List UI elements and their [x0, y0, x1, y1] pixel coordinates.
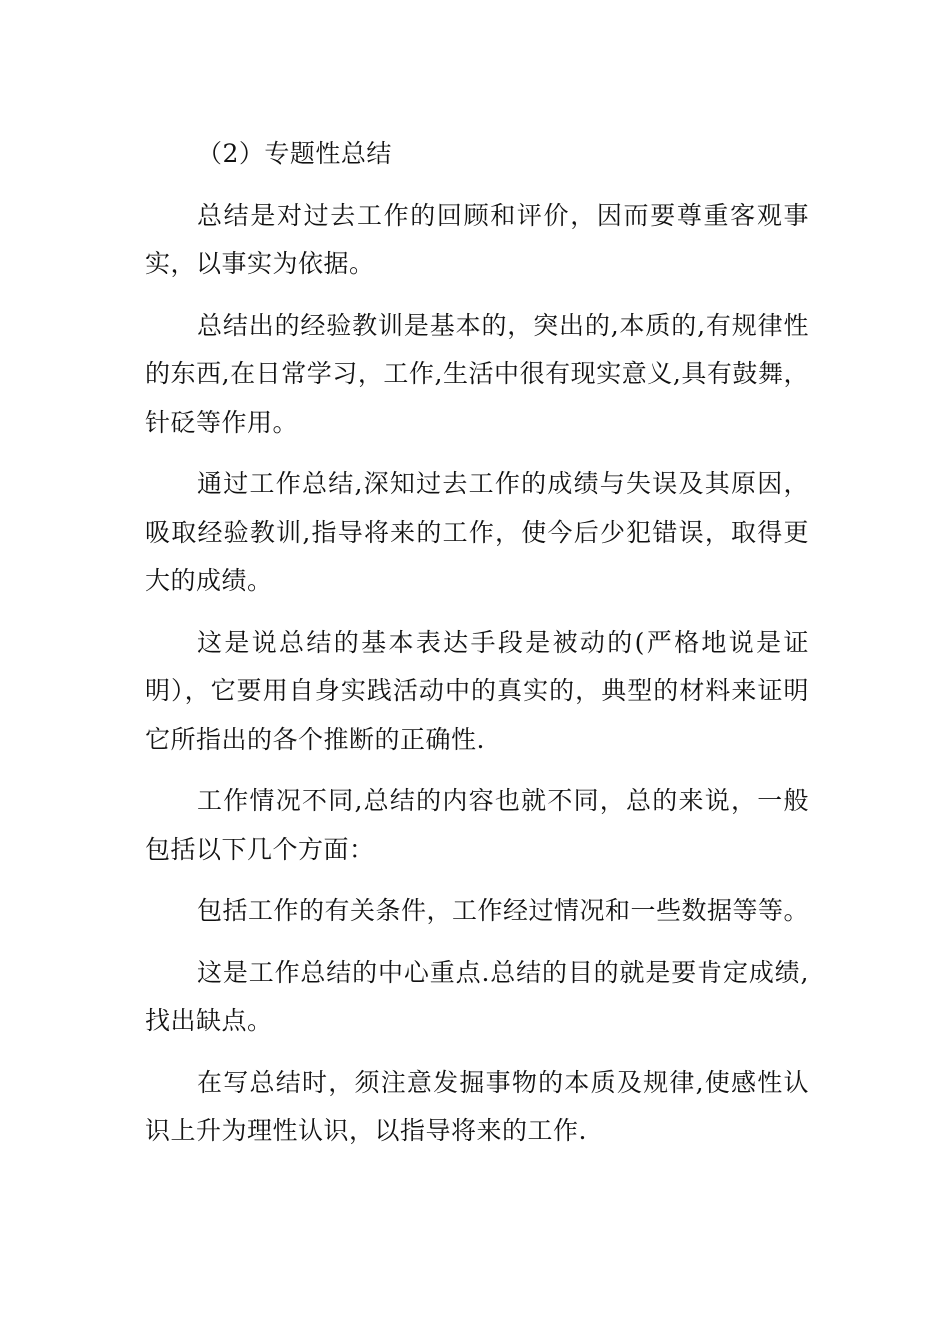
paragraph-8: 在写总结时，须注意发掘事物的本质及规律,使感性认识上升为理性认识，以指导将来的工作. — [145, 1067, 809, 1145]
paragraph-3: 通过工作总结,深知过去工作的成绩与失误及其原因，吸取经验教训,指导将来的工作，使今后少犯错误，取得更大的成绩。 — [145, 469, 809, 595]
section-heading: （2）专题性总结 — [197, 139, 392, 168]
paragraph-2: 总结出的经验教训是基本的，突出的,本质的,有规律性的东西,在日常学习，工作,生活中很有现实意义,具有鼓舞，针砭等作用。 — [145, 310, 809, 437]
paragraph-4: 这是说总结的基本表达手段是被动的(严格地说是证明），它要用自身实践活动中的真实的，典型的材料来证明它所指出的各个推断的正确性. — [145, 627, 809, 754]
paragraph-5: 工作情况不同,总结的内容也就不同，总的来说，一般包括以下几个方面： — [145, 786, 809, 864]
document-body — [145, 130, 809, 1169]
paragraph-7: 这是工作总结的中心重点.总结的目的就是要肯定成绩,找出缺点。 — [145, 957, 809, 1035]
paragraph-1: 总结是对过去工作的回顾和评价，因而要尊重客观事实，以事实为依据。 — [145, 200, 809, 278]
paragraph-6: 包括工作的有关条件，工作经过情况和一些数据等等。 — [197, 896, 810, 925]
